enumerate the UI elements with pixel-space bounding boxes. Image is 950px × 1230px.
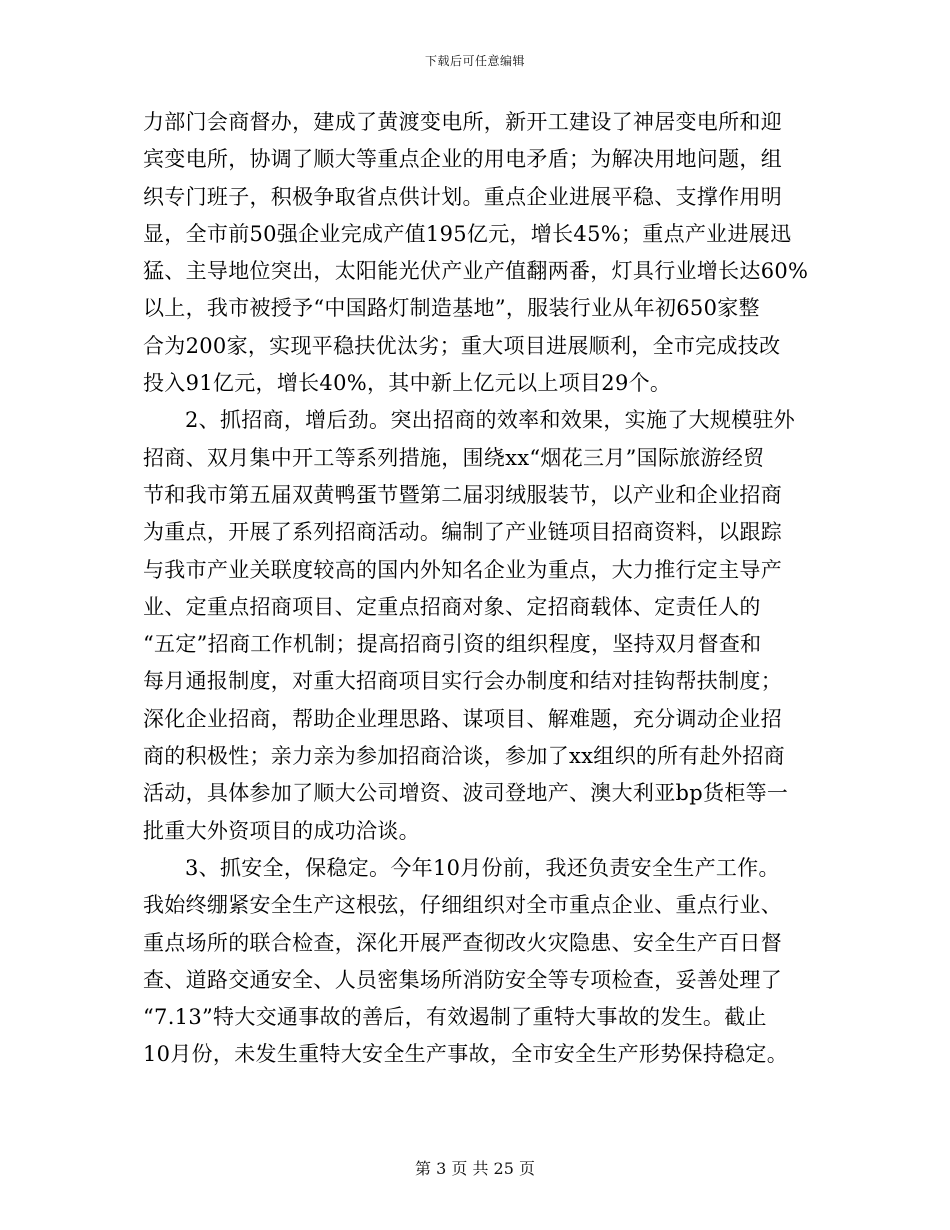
body-line: 合为200家，实现平稳扶优汰劣；重大项目进展顺利，全市完成技改 <box>143 333 781 358</box>
paragraph-start-line: 2、抓招商，增后劲。突出招商的效率和效果，实施了大规模驻外 <box>185 408 796 433</box>
body-line: 投入91亿元，增长40%，其中新上亿元以上项目29个。 <box>143 371 672 396</box>
body-line: 显，全市前50强企业完成产值195亿元，增长45%；重点产业进展迅 <box>143 221 792 246</box>
body-line: 每月通报制度，对重大招商项目实行会办制度和结对挂钩帮扶制度； <box>143 669 782 694</box>
body-line: 织专门班子，积极争取省点供计划。重点企业进展平稳、支撑作用明 <box>143 184 782 209</box>
body-line: 与我市产业关联度较高的国内外知名企业为重点，大力推行定主导产 <box>143 557 782 582</box>
body-line: 业、定重点招商项目、定重点招商对象、定招商载体、定责任人的 <box>143 594 761 619</box>
paragraph-start-line: 3、抓安全，保稳定。今年10月份前，我还负责安全生产工作。 <box>185 855 780 880</box>
body-line: 宾变电所，协调了顺大等重点企业的用电矛盾；为解决用地问题，组 <box>143 147 782 172</box>
body-line: 深化企业招商，帮助企业理思路、谋项目、解难题，充分调动企业招 <box>143 706 782 731</box>
body-line: 10月份，未发生重特大安全生产事故，全市安全生产形势保持稳定。 <box>143 1042 789 1067</box>
body-line: 重点场所的联合检查，深化开展严查彻改火灾隐患、安全生产百日督 <box>143 930 782 955</box>
body-line: 力部门会商督办，建成了黄渡变电所，新开工建设了神居变电所和迎 <box>143 110 782 134</box>
body-line: “五定”招商工作机制；提高招商引资的组织程度，坚持双月督查和 <box>143 632 762 657</box>
body-line: 我始终绷紧安全生产这根弦，仔细组织对全市重点企业、重点行业、 <box>143 893 782 918</box>
document-body <box>143 104 815 1074</box>
body-line: 以上，我市被授予“中国路灯制造基地”，服装行业从年初650家整 <box>143 296 760 321</box>
body-line: 招商、双月集中开工等系列措施，围绕xx“烟花三月”国际旅游经贸 <box>143 445 765 470</box>
body-line: “7.13”特大交通事故的善后，有效遏制了重特大事故的发生。截止 <box>143 1005 767 1030</box>
body-line: 商的积极性；亲力亲为参加招商洽谈，参加了xx组织的所有赴外招商 <box>143 744 785 769</box>
body-line: 活动，具体参加了顺大公司增资、波司登地产、澳大利亚bp货柜等一 <box>143 781 789 806</box>
page-header: 下载后可任意编辑 <box>424 54 525 68</box>
body-line: 节和我市第五届双黄鸭蛋节暨第二届羽绒服装节，以产业和企业招商 <box>143 482 782 507</box>
body-line: 为重点，开展了系列招商活动。编制了产业链项目招商资料，以跟踪 <box>143 520 782 545</box>
body-line: 查、道路交通安全、人员密集场所消防安全等专项检查，妥善处理了 <box>143 967 782 992</box>
body-line: 猛、主导地位突出，太阳能光伏产业产值翻两番，灯具行业增长达60% <box>143 259 809 284</box>
body-line: 批重大外资项目的成功洽谈。 <box>143 818 420 843</box>
page-footer: 第 3 页 共 25 页 <box>415 1159 535 1178</box>
